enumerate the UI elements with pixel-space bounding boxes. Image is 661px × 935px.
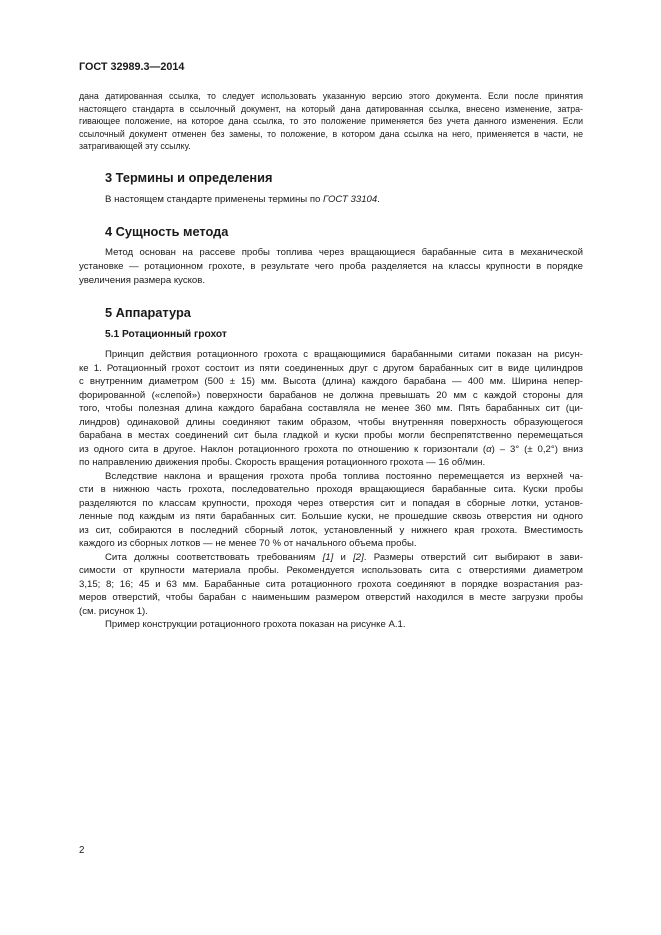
text-line: форированной («слепой») поверхности барабанов не должна превышать 20 мм с каждой стороны для bbox=[79, 389, 583, 401]
section-heading-3: 3 Термины и определения bbox=[105, 169, 273, 185]
text-line bbox=[79, 193, 583, 207]
text-line: барабана в местах соединений сит была гладкой и куски пробы могли беспрепятственно перемещаться bbox=[79, 430, 583, 441]
text-line: ссылочный документ отменен без замены, то положение, в котором дана ссылка на него, применяется в части, не bbox=[79, 128, 583, 139]
text-segment: В настоящем стандарте применены термины по bbox=[105, 193, 324, 205]
text-line: Пример конструкции ротационного грохота показан на рисунке А.1. bbox=[105, 619, 406, 630]
bibliography-reference: [2] bbox=[353, 551, 364, 563]
text-line: (см. рисунок 1). bbox=[79, 605, 148, 617]
text-line: разделяются по классам крупности, проходя через отверстия сит и попадая в сборные лотки, установ- bbox=[79, 497, 583, 509]
document-code: ГОСТ 32989.3—2014 bbox=[79, 61, 185, 73]
text-line: по направлению движения пробы. Скорость вращения ротационного грохота — 16 об/мин. bbox=[79, 457, 486, 468]
text-line: увеличения размера кусков. bbox=[79, 275, 206, 286]
text-line: линдров) одинаковой длины соединяют таким образом, чтобы внутренняя поверхность образующегося bbox=[79, 416, 583, 428]
subsection-heading-5-1: 5.1 Ротационный грохот bbox=[105, 329, 227, 340]
text-line bbox=[79, 551, 583, 565]
text-line: того, чтобы полезная длина каждого барабана составляла не менее 360 мм. Пять барабанных сит (ци- bbox=[79, 403, 583, 414]
text-line: симости от крупности материала пробы. Рекомендуется использовать сита с отверстиями диаметром bbox=[79, 565, 583, 576]
paragraph bbox=[79, 618, 583, 632]
text-line: 3,15; 8; 16; 45 и 63 мм. Барабанные сита ротационного грохота соединяют в порядке возрастания раз- bbox=[79, 578, 583, 590]
text-line: с внутренним диаметром (500 ± 15) мм. Высота (длина) каждого барабана — 400 мм. Ширина непер- bbox=[79, 376, 583, 387]
standard-reference: ГОСТ 33104 bbox=[323, 193, 378, 205]
text-line: из сит, собираются в последний сборный лоток, установленный у нижнего края грохота. Вместимость bbox=[79, 524, 583, 536]
text-segment: из одного сита в другое. Наклон ротационного грохота по отношению к горизонтали ( bbox=[79, 443, 487, 455]
text-line: сти в нижнюю часть грохота, последовательно проходя вращающиеся барабанные сита. Куски пробы bbox=[79, 484, 583, 495]
section-heading-4: 4 Сущность метода bbox=[105, 223, 229, 239]
paragraph bbox=[79, 246, 583, 288]
paragraph-continued bbox=[79, 90, 583, 153]
text-line bbox=[79, 443, 583, 457]
section-heading-5: 5 Аппаратура bbox=[105, 304, 191, 320]
paragraph bbox=[79, 470, 583, 551]
text-line: затрагивающей эту ссылку. bbox=[79, 141, 191, 151]
page-number: 2 bbox=[79, 845, 85, 856]
text-line: Метод основан на рассеве пробы топлива через вращающиеся барабанные сита в механической bbox=[105, 247, 583, 258]
text-line: ке 1. Ротационный грохот состоит из пяти соединенных друг с другом барабанных сит в виде цилиндров bbox=[79, 362, 583, 374]
text-line: дана датированная ссылка, то следует использовать указанную версию этого документа. Если после принятия bbox=[79, 91, 583, 101]
text-segment: ) – 3° (± 0,2°) вниз bbox=[491, 443, 583, 455]
text-line: каждого из сборных лотков — не менее 70 % от начального объема пробы. bbox=[79, 538, 417, 549]
text-line: установке — ротационном грохоте, в результате чего проба разделяется на классы крупности в порядке bbox=[79, 261, 583, 272]
text-segment: и bbox=[333, 551, 354, 563]
text-line: Вследствие наклона и вращения грохота проба топлива постоянно перемещается из верхней ча- bbox=[105, 470, 583, 482]
paragraph bbox=[79, 551, 583, 619]
symbol-alpha: α bbox=[486, 443, 492, 455]
text-line: гивающее положение, на которое дана ссылка, то это положение применяется без учета данного изменения. Если bbox=[79, 116, 583, 126]
text-line: Принцип действия ротационного грохота с вращающимися барабанными ситами показан на рисун- bbox=[105, 349, 583, 360]
text-line: настоящего стандарта в ссылочный документ, на который дана датированная ссылка, внесено изменение, затра- bbox=[79, 103, 583, 114]
text-line: ленные под каждым из пяти барабанных сит. Большие куски, не прошедшие сквозь отверстия ни одного bbox=[79, 511, 583, 522]
text-segment: . bbox=[377, 193, 380, 205]
text-segment: . Размеры отверстий сит выбирают в зави- bbox=[363, 551, 583, 563]
subsection-body bbox=[79, 348, 583, 632]
paragraph bbox=[79, 193, 583, 207]
bibliography-reference: [1] bbox=[322, 551, 334, 563]
paragraph bbox=[79, 348, 583, 470]
text-line: меров отверстий, чтобы барабан с наименьшим размером отверстий находился в месте загрузки пробы bbox=[79, 592, 583, 603]
text-segment: Сита должны соответствовать требованиям bbox=[105, 551, 323, 563]
